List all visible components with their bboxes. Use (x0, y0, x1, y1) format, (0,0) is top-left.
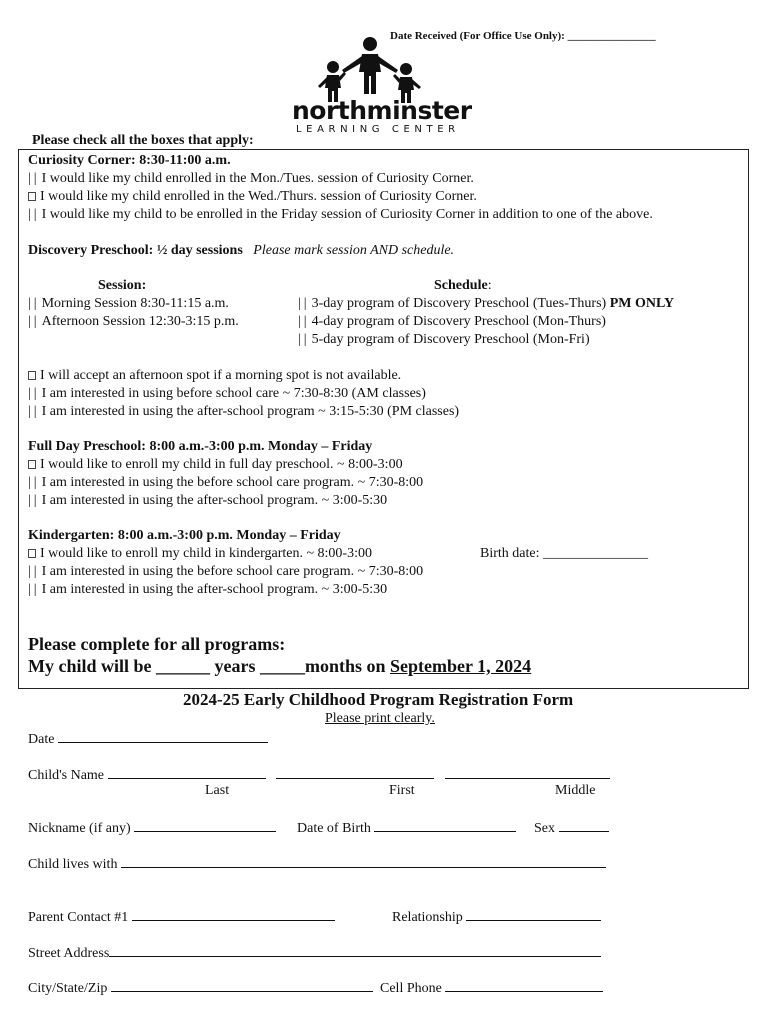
check-instruction: Please check all the boxes that apply: (32, 133, 254, 148)
checkbox-icon[interactable] (28, 371, 36, 380)
child-lives-with-field[interactable]: Child lives with (28, 855, 606, 873)
relationship-field[interactable]: Relationship (392, 908, 601, 926)
checkbox-icon[interactable]: || (28, 171, 40, 186)
schedule-4-day[interactable]: || 4-day program of Discovery Preschool (Mon-Thurs) (298, 314, 606, 329)
checkbox-icon[interactable] (28, 549, 36, 558)
child-name-field[interactable]: Child's Name (28, 766, 610, 784)
checkbox-icon[interactable]: || (298, 296, 310, 311)
last-name-caption: Last (205, 783, 230, 798)
curiosity-option-friday[interactable]: || I would like my child to be enrolled in the Friday session of Curiosity Corner in addition to one of the above. (28, 207, 653, 222)
session-afternoon[interactable]: || Afternoon Session 12:30-3:15 p.m. (28, 314, 239, 329)
kindergarten-before-care-option[interactable]: || I am interested in using the before school care program. ~ 7:30-8:00 (28, 564, 424, 579)
curiosity-heading: Curiosity Corner: 8:30-11:00 a.m. (28, 153, 231, 168)
cell-phone-field[interactable]: Cell Phone (380, 979, 603, 997)
checkbox-icon[interactable] (28, 460, 36, 469)
checkbox-icon[interactable]: || (28, 296, 40, 311)
checkbox-icon[interactable] (28, 192, 36, 201)
northminster-logo (290, 36, 472, 136)
child-age-line[interactable]: My child will be ______ years _____months on September 1, 2024 (28, 656, 532, 676)
city-state-zip-field[interactable]: City/State/Zip (28, 979, 373, 997)
date-received-label: Date Received (For Office Use Only): ________________ (390, 30, 656, 42)
discovery-heading: Discovery Preschool: ½ day sessions Please mark session AND schedule. (28, 243, 455, 258)
schedule-heading: Schedule: (434, 278, 492, 293)
schedule-3-day[interactable]: || 3-day program of Discovery Preschool (Tues-Thurs) PM ONLY (298, 296, 675, 311)
before-care-am-option[interactable]: || I am interested in using before school care ~ 7:30-8:30 (AM classes) (28, 386, 426, 401)
kindergarten-after-school-option[interactable]: || I am interested in using the after-school program. ~ 3:00-5:30 (28, 582, 388, 597)
form-title: 2024-25 Early Childhood Program Registration Form (183, 690, 574, 709)
session-heading: Session: (98, 278, 147, 293)
checkbox-icon[interactable]: || (28, 564, 40, 579)
street-address-field[interactable]: Street Address (28, 944, 601, 962)
middle-name-caption: Middle (555, 783, 596, 798)
parent-contact-field[interactable]: Parent Contact #1 (28, 908, 335, 926)
form-subtitle: Please print clearly. (325, 711, 435, 726)
checkbox-icon[interactable]: || (298, 332, 310, 347)
checkbox-icon[interactable]: || (28, 582, 40, 597)
schedule-5-day[interactable]: || 5-day program of Discovery Preschool (Mon-Fri) (298, 332, 590, 347)
birth-date-field[interactable]: Birth date: _______________ (480, 546, 648, 561)
date-of-birth-field[interactable]: Date of Birth (297, 819, 516, 837)
curiosity-option-mon-tues[interactable]: || I would like my child enrolled in the Mon./Tues. session of Curiosity Corner. (28, 171, 474, 186)
checkbox-icon[interactable]: || (28, 386, 40, 401)
fullday-enroll-option[interactable]: I would like to enroll my child in full day preschool. ~ 8:00-3:00 (28, 457, 403, 473)
nickname-field[interactable]: Nickname (if any) (28, 819, 276, 837)
logo-subtitle: LEARNING CENTER (296, 124, 460, 135)
sex-field[interactable]: Sex (534, 819, 609, 837)
checkbox-icon[interactable]: || (28, 475, 40, 490)
checkbox-icon[interactable]: || (28, 207, 40, 222)
session-morning[interactable]: || Morning Session 8:30-11:15 a.m. (28, 296, 229, 311)
kindergarten-enroll-option[interactable]: I would like to enroll my child in kindergarten. ~ 8:00-3:00 (28, 546, 372, 562)
afternoon-spot-option[interactable]: I will accept an afternoon spot if a morning spot is not available. (28, 368, 401, 384)
curiosity-option-wed-thurs[interactable]: I would like my child enrolled in the Wed./Thurs. session of Curiosity Corner. (28, 189, 477, 205)
checkbox-icon[interactable]: || (298, 314, 310, 329)
after-school-pm-option[interactable]: || I am interested in using the after-school program ~ 3:15-5:30 (PM classes) (28, 404, 460, 419)
checkbox-icon[interactable]: || (28, 493, 40, 508)
complete-all-heading: Please complete for all programs: (28, 634, 286, 654)
kindergarten-heading: Kindergarten: 8:00 a.m.-3:00 p.m. Monday – Friday (28, 528, 341, 543)
first-name-caption: First (389, 783, 415, 798)
fullday-after-school-option[interactable]: || I am interested in using the after-school program. ~ 3:00-5:30 (28, 493, 388, 508)
fullday-before-care-option[interactable]: || I am interested in using the before school care program. ~ 7:30-8:00 (28, 475, 424, 490)
fullday-heading: Full Day Preschool: 8:00 a.m.-3:00 p.m. Monday – Friday (28, 439, 373, 454)
checkbox-icon[interactable]: || (28, 314, 40, 329)
checkbox-icon[interactable]: || (28, 404, 40, 419)
logo-wordmark: northminster (292, 96, 472, 125)
date-field[interactable]: Date (28, 730, 268, 748)
